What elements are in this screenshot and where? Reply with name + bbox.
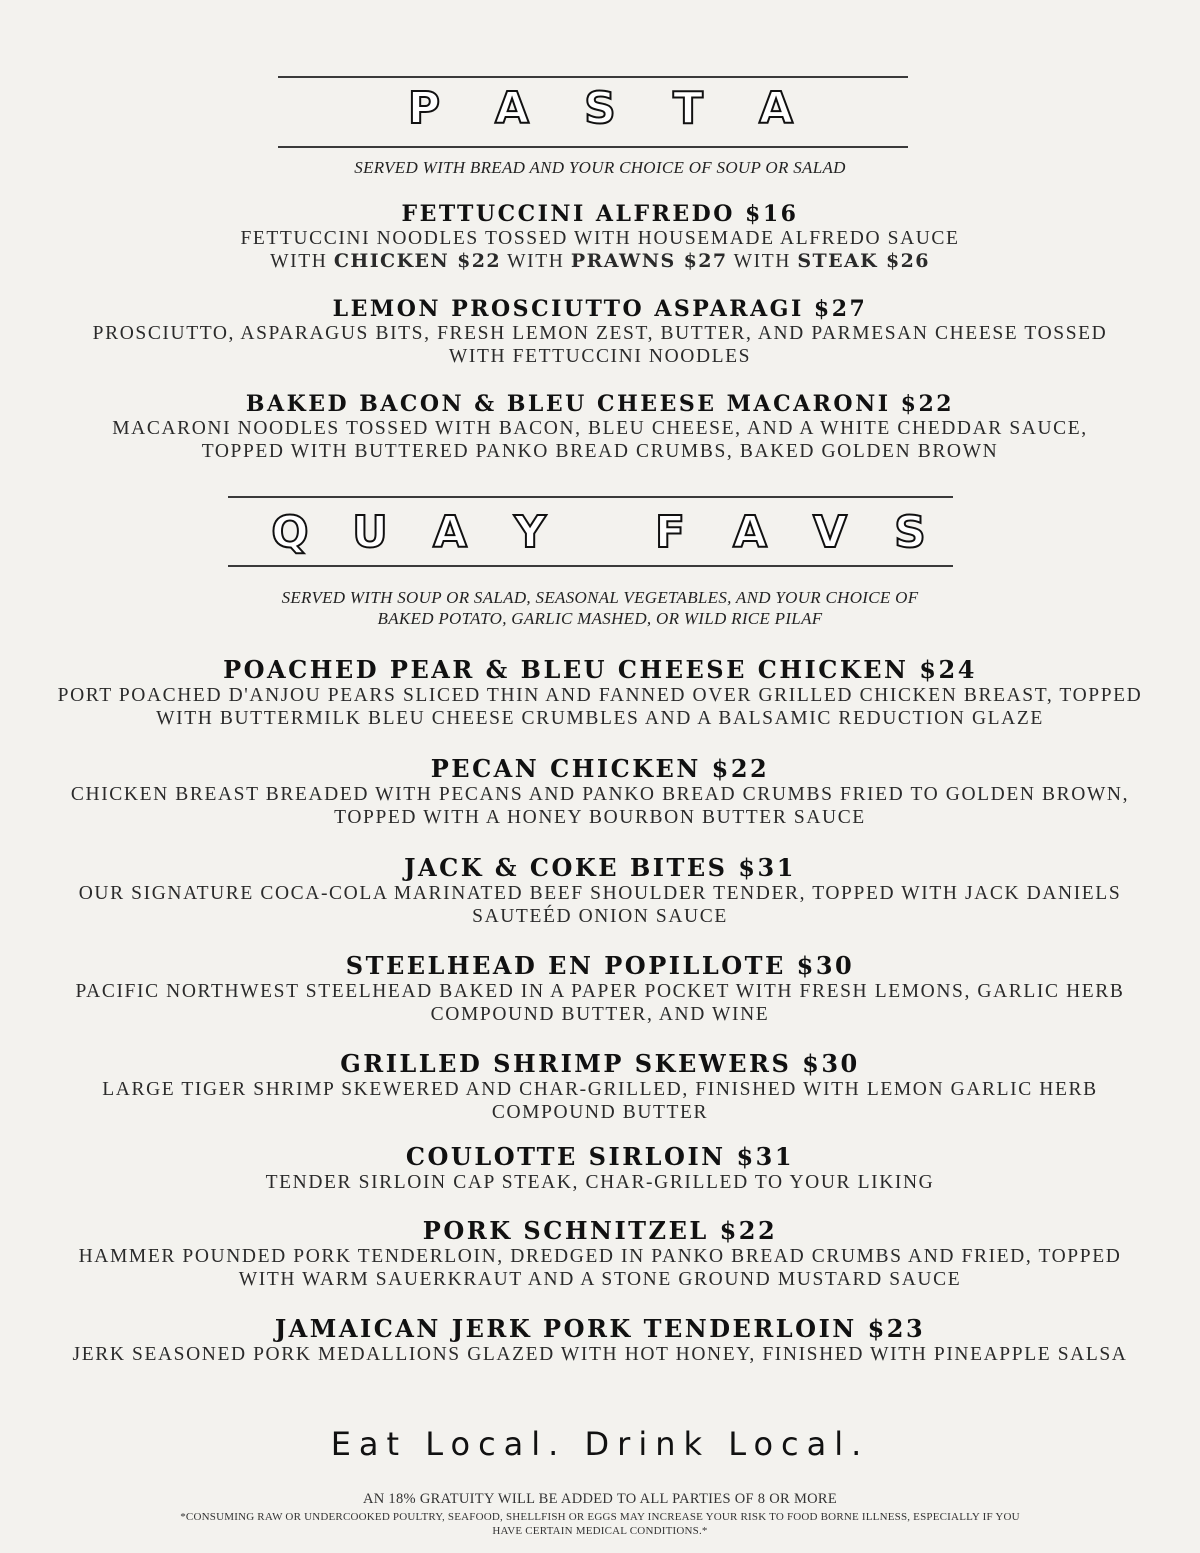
menu-item-description: MACARONI NOODLES TOSSED WITH BACON, BLEU CHEESE, AND A WHITE CHEDDAR SAUCE, — [112, 418, 1088, 439]
slogan: Eat Local. Drink Local. — [330, 1425, 870, 1463]
pasta-heading — [0, 84, 1200, 134]
quay-rule-top — [228, 496, 953, 498]
menu-item-name: JAMAICAN JERK PORK TENDERLOIN $23 — [274, 1314, 926, 1343]
quay-favs-heading — [0, 508, 1200, 558]
addon-with: WITH — [507, 251, 565, 272]
menu-item-description: PROSCIUTTO, ASPARAGUS BITS, FRESH LEMON ZEST, BUTTER, AND PARMESAN CHEESE TOSSED — [92, 323, 1108, 344]
health-warning: HAVE CERTAIN MEDICAL CONDITIONS.* — [492, 1525, 708, 1537]
pasta-rule-bottom — [278, 146, 908, 148]
menu-item-description: TENDER SIRLOIN CAP STEAK, CHAR-GRILLED TO YOUR LIKING — [265, 1172, 935, 1193]
menu-item-description: COMPOUND BUTTER, AND WINE — [430, 1004, 770, 1025]
menu-item-name: COULOTTE SIRLOIN $31 — [405, 1142, 795, 1171]
addon-chicken: CHICKEN $22 — [333, 250, 502, 272]
menu-item-description: LARGE TIGER SHRIMP SKEWERED AND CHAR-GRILLED, FINISHED WITH LEMON GARLIC HERB — [102, 1079, 1098, 1100]
health-warning: *CONSUMING RAW OR UNDERCOOKED POULTRY, SEAFOOD, SHELLFISH OR EGGS MAY INCREASE YOUR RISK TO FOOD BORNE ILLNESS, ESPECIALLY IF YOU — [180, 1511, 1020, 1523]
addon-with: WITH — [733, 251, 791, 272]
menu-item-description: PORT POACHED D'ANJOU PEARS SLICED THIN AND FANNED OVER GRILLED CHICKEN BREAST, TOPPED — [57, 685, 1143, 706]
menu-item-addons — [0, 250, 1200, 273]
menu-item-name: PORK SCHNITZEL $22 — [422, 1216, 778, 1245]
heading-letter: F — [654, 507, 686, 558]
menu-item-description: FETTUCCINI NOODLES TOSSED WITH HOUSEMADE ALFREDO SAUCE — [240, 228, 960, 249]
addon-prawns: PRAWNS $27 — [570, 250, 728, 272]
addon-with: WITH — [270, 251, 328, 272]
menu-item-description: WITH WARM SAUERKRAUT AND A STONE GROUND MUSTARD SAUCE — [238, 1269, 962, 1290]
menu-item-description: PACIFIC NORTHWEST STEELHEAD BAKED IN A PAPER POCKET WITH FRESH LEMONS, GARLIC HERB — [75, 981, 1125, 1002]
menu-item-name: LEMON PROSCIUTTO ASPARAGI $27 — [332, 296, 868, 322]
menu-item-name: FETTUCCINI ALFREDO $16 — [401, 201, 799, 227]
heading-letter: A — [494, 83, 530, 134]
heading-letter: T — [672, 83, 703, 134]
menu-item-name: JACK & COKE BITES $31 — [404, 853, 796, 882]
menu-item-description: SAUTEÉD ONION SAUCE — [472, 906, 728, 927]
menu-item-description: TOPPED WITH BUTTERED PANKO BREAD CRUMBS, BAKED GOLDEN BROWN — [201, 441, 999, 462]
menu-item-description: COMPOUND BUTTER — [491, 1102, 709, 1123]
heading-letter: S — [894, 507, 926, 558]
menu-item-name: PECAN CHICKEN $22 — [430, 754, 770, 783]
quay-subtitle: SERVED WITH SOUP OR SALAD, SEASONAL VEGETABLES, AND YOUR CHOICE OF — [281, 588, 919, 607]
quay-rule-bottom — [228, 565, 953, 567]
heading-letter: Y — [514, 507, 546, 558]
gratuity-note: AN 18% GRATUITY WILL BE ADDED TO ALL PARTIES OF 8 OR MORE — [362, 1491, 838, 1507]
heading-letter: V — [812, 507, 848, 558]
menu-item-description: JERK SEASONED PORK MEDALLIONS GLAZED WITH HOT HONEY, FINISHED WITH PINEAPPLE SALSA — [72, 1344, 1128, 1365]
menu-item-name: STEELHEAD EN POPILLOTE $30 — [345, 951, 855, 980]
addon-steak: STEAK $26 — [797, 250, 930, 272]
heading-letter: S — [584, 83, 616, 134]
menu-item-description: OUR SIGNATURE COCA-COLA MARINATED BEEF SHOULDER TENDER, TOPPED WITH JACK DANIELS — [78, 883, 1122, 904]
quay-subtitle: BAKED POTATO, GARLIC MASHED, OR WILD RICE PILAF — [377, 609, 823, 628]
heading-letter: Q — [271, 507, 309, 558]
pasta-rule-top — [278, 76, 908, 78]
menu-item-description: HAMMER POUNDED PORK TENDERLOIN, DREDGED IN PANKO BREAD CRUMBS AND FRIED, TOPPED — [78, 1246, 1122, 1267]
heading-letter: U — [352, 507, 388, 558]
menu-item-description: WITH BUTTERMILK BLEU CHEESE CRUMBLES AND A BALSAMIC REDUCTION GLAZE — [156, 708, 1044, 729]
heading-letter: A — [758, 83, 794, 134]
menu-item-description: CHICKEN BREAST BREADED WITH PECANS AND PANKO BREAD CRUMBS FRIED TO GOLDEN BROWN, — [70, 784, 1130, 805]
heading-letter: A — [432, 507, 468, 558]
menu-item-name: BAKED BACON & BLEU CHEESE MACARONI $22 — [245, 391, 955, 417]
menu-item-name: POACHED PEAR & BLEU CHEESE CHICKEN $24 — [223, 655, 977, 684]
menu-item-description: WITH FETTUCCINI NOODLES — [448, 346, 752, 367]
heading-letter: P — [407, 83, 441, 134]
menu-item-description: TOPPED WITH A HONEY BOURBON BUTTER SAUCE — [334, 807, 866, 828]
menu-item-name: GRILLED SHRIMP SKEWERS $30 — [340, 1049, 860, 1078]
heading-letter: A — [732, 507, 768, 558]
pasta-subtitle: SERVED WITH BREAD AND YOUR CHOICE OF SOUP OR SALAD — [354, 158, 846, 177]
